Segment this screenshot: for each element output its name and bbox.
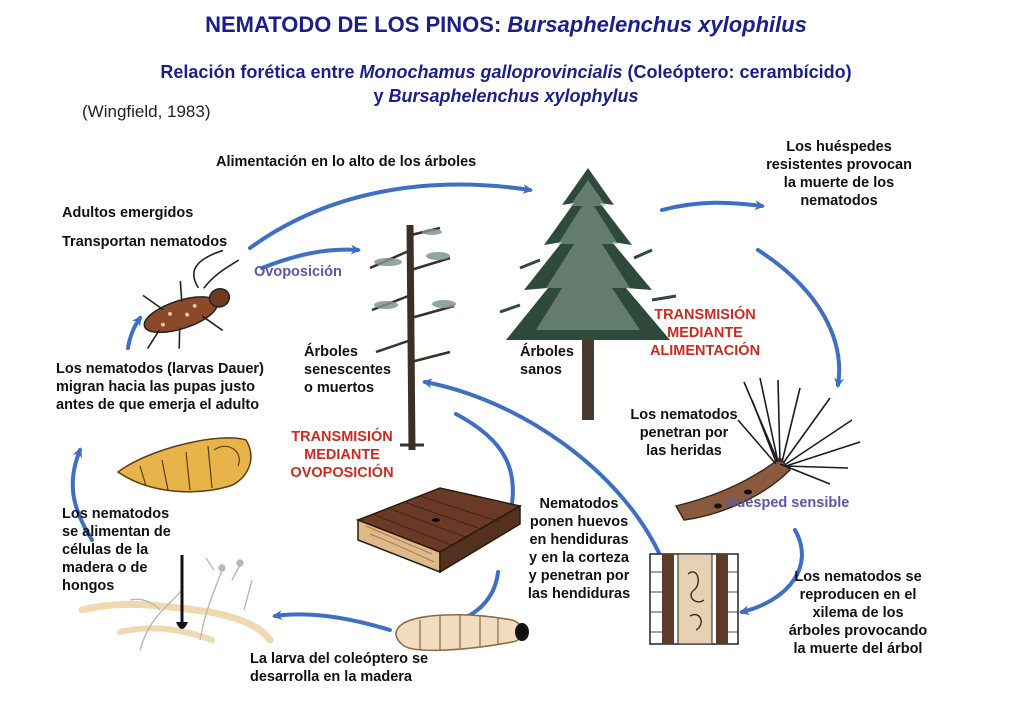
larva-illustration (396, 614, 529, 650)
label-dauer-migrate: Los nematodos (larvas Dauer) migran hacia las pupas justo antes de que emerja el adulto (56, 361, 264, 413)
healthy-pine-tree (500, 168, 676, 420)
label-adults-emerged: Adultos emergidos (62, 205, 194, 221)
label-carry-nematodes: Transportan nematodos (62, 234, 228, 250)
label-enter-wounds: Los nematodos penetran por las heridas (630, 407, 738, 459)
subtitle-beetle-name: Monochamus galloprovincialis (359, 62, 623, 82)
label-resistant-hosts: Los huéspedes resistentes provocan la muerte de los nematodos (766, 139, 912, 209)
label-oviposition: Ovoposición (254, 264, 342, 280)
arrow-pupa-to-beetle (128, 318, 140, 348)
citation: (Wingfield, 1983) (82, 102, 211, 121)
page-title (0, 12, 1012, 38)
label-transmission-feeding: TRANSMISIÓN MEDIANTE ALIMENTACIÓN (649, 307, 761, 359)
label-senescent-trees: Árboles senescentes o muertos (304, 344, 392, 396)
title-plain-text: NEMATODO DE LOS PINOS: (205, 12, 508, 37)
subtitle-text-b: (Coleóptero: cerambícido) (622, 62, 852, 82)
label-susceptible-host: Huésped sensible (726, 495, 850, 511)
subtitle-text-a: Relación forética entre (160, 62, 360, 82)
subtitle-text-c: y (373, 86, 389, 106)
label-reproduce-xylem: Los nematodos se reproducen en el xilema de los árboles provocando la muerte del árbol (788, 569, 928, 657)
arrow-beetle-to-healthy-tree (250, 185, 530, 248)
label-lay-eggs: Nematodos ponen huevos en hendiduras y en la corteza y penetran por las hendiduras (527, 496, 631, 602)
arrow-larva-to-wood (275, 614, 390, 630)
label-larva-develops: La larva del coleóptero se desarrolla en la madera (250, 651, 429, 685)
page-subtitle (0, 60, 1012, 108)
title-species-name: Bursaphelenchus xylophilus (507, 12, 807, 37)
xylem-block-illustration (650, 554, 738, 644)
arrow-tree-to-resistant (662, 203, 762, 210)
label-feeding-top: Alimentación en lo alto de los árboles (216, 154, 477, 170)
subtitle-nematode-name: Bursaphelenchus xylophylus (388, 86, 639, 106)
label-healthy-trees: Árboles sanos (520, 344, 574, 378)
label-nematodes-feed: Los nematodos se alimentan de células de la madera o de hongos (62, 506, 171, 594)
label-transmission-oviposition: TRANSMISIÓN MEDIANTE OVOPOSICIÓN (290, 429, 394, 481)
pupa-illustration (118, 438, 251, 492)
beetle-illustration (126, 247, 259, 358)
senescent-tree (370, 225, 456, 450)
bark-log-illustration (358, 488, 520, 572)
